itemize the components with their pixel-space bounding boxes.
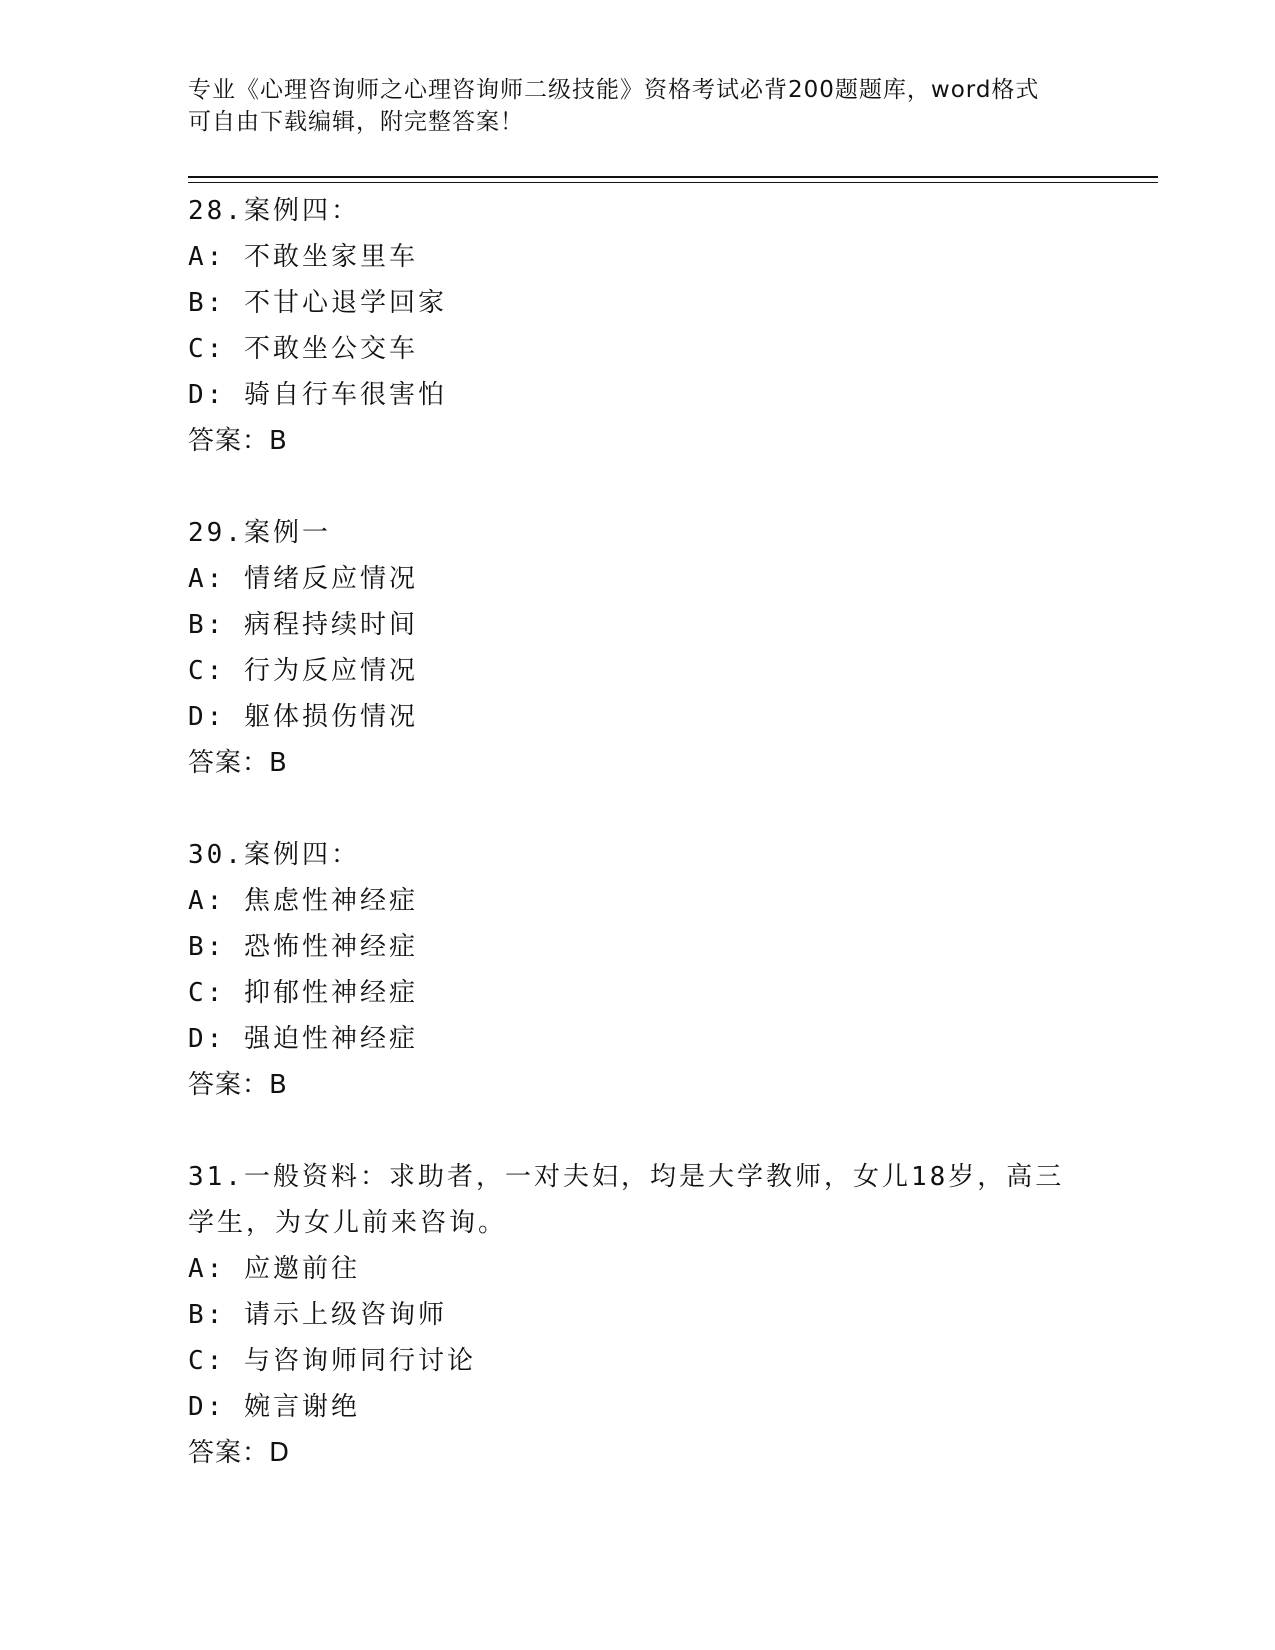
option-b: B: 恐怖性神经症 — [188, 932, 418, 962]
answer-line: 答案：B — [188, 748, 288, 778]
option-c: C: 不敢坐公交车 — [188, 334, 418, 364]
option-a: A: 应邀前往 — [188, 1254, 360, 1284]
header-line-2: 可自由下载编辑，附完整答案！ — [188, 109, 524, 135]
question-31 — [188, 1154, 1088, 1476]
header-line-1: 专业《心理咨询师之心理咨询师二级技能》资格考试必背200题题库，word格式 — [188, 77, 1040, 103]
answer-line: 答案：B — [188, 426, 288, 456]
option-a: A: 情绪反应情况 — [188, 564, 418, 594]
answer-line: 答案：D — [188, 1438, 291, 1468]
question-stem: 29.案例一 — [188, 518, 331, 548]
question-stem: 30.案例四： — [188, 840, 360, 870]
question-stem: 31.一般资料：求助者，一对夫妇，均是大学教师，女儿18岁，高三学生，为女儿前来咨询。 — [188, 1162, 1065, 1238]
header-divider-thin — [188, 182, 1158, 183]
question-30 — [188, 832, 1088, 1108]
option-a: A: 焦虑性神经症 — [188, 886, 418, 916]
option-d: D: 强迫性神经症 — [188, 1024, 418, 1054]
option-d: D: 躯体损伤情况 — [188, 702, 418, 732]
question-29 — [188, 510, 1088, 786]
option-b: B: 不甘心退学回家 — [188, 288, 447, 318]
option-c: C: 行为反应情况 — [188, 656, 418, 686]
question-list — [188, 188, 1088, 1522]
option-c: C: 与咨询师同行讨论 — [188, 1346, 476, 1376]
option-d: D: 骑自行车很害怕 — [188, 380, 447, 410]
question-28 — [188, 188, 1088, 464]
document-header — [188, 74, 1088, 138]
question-stem: 28.案例四： — [188, 196, 360, 226]
option-c: C: 抑郁性神经症 — [188, 978, 418, 1008]
option-b: B: 病程持续时间 — [188, 610, 418, 640]
option-a: A: 不敢坐家里车 — [188, 242, 418, 272]
header-divider-thick — [188, 176, 1158, 178]
option-b: B: 请示上级咨询师 — [188, 1300, 447, 1330]
answer-line: 答案：B — [188, 1070, 288, 1100]
option-d: D: 婉言谢绝 — [188, 1392, 360, 1422]
